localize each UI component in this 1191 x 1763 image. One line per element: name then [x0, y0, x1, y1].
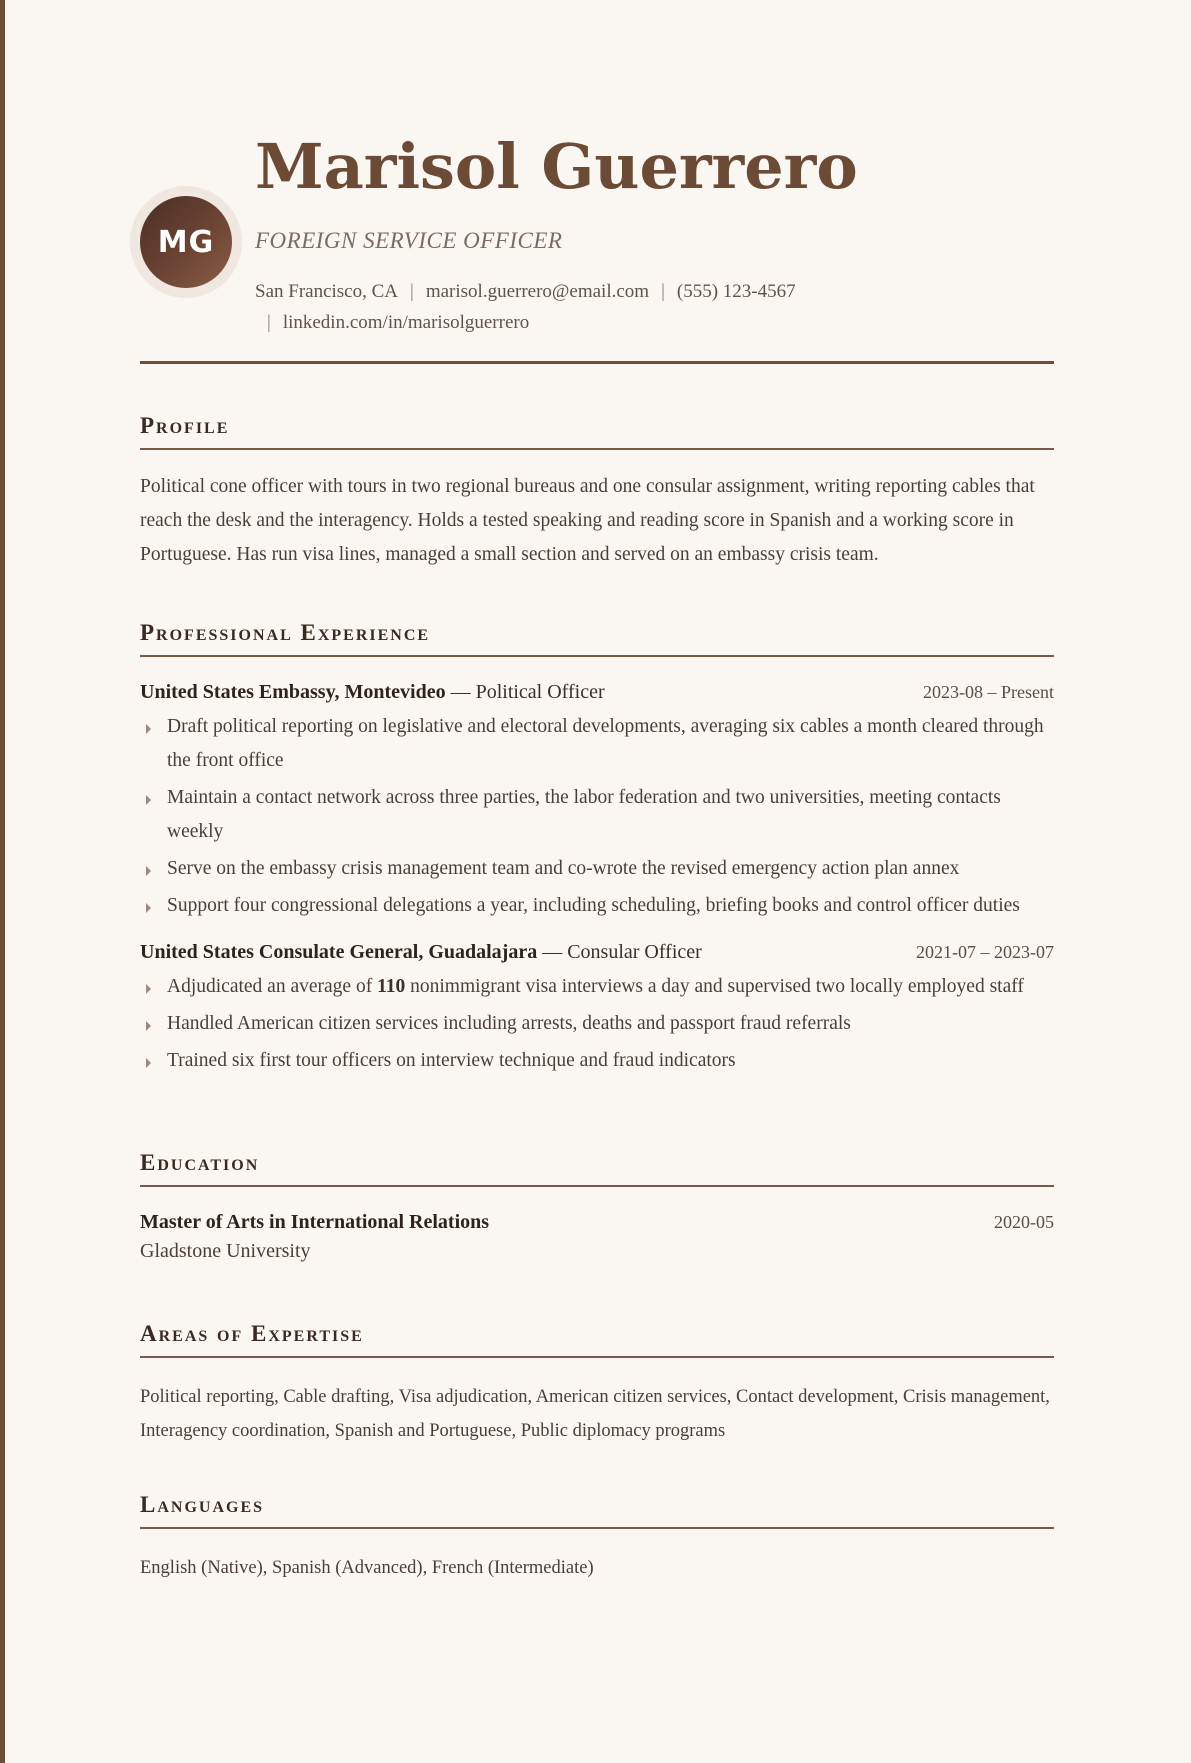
profile-section	[140, 414, 1054, 572]
resume-header	[140, 0, 1054, 364]
bullet-text-before: Adjudicated an average of	[167, 976, 378, 997]
section-heading-education: Education	[140, 1151, 1054, 1187]
job-dates: 2023-08 – Present	[923, 682, 1054, 702]
bullet-triangle-icon	[146, 1021, 151, 1031]
contact-location: San Francisco, CA	[255, 281, 399, 302]
job-header	[140, 941, 1054, 964]
job-entry	[140, 941, 1054, 1078]
job-role: Consular Officer	[567, 941, 702, 963]
bullet-text: Serve on the embassy crisis management team and co-wrote the revised emergency action plan annex	[167, 858, 960, 879]
contact-linkedin[interactable]: linkedin.com/in/marisolguerrero	[282, 312, 530, 333]
languages-text: English (Native), Spanish (Advanced), French (Intermediate)	[140, 1558, 594, 1578]
education-date: 2020-05	[994, 1212, 1054, 1232]
bullet-text: Draft political reporting on legislative and electoral developments, averaging six cables a month cleared through the front office	[167, 716, 1044, 771]
contact-separator: |	[267, 312, 271, 333]
section-heading-profile: Profile	[140, 414, 1054, 450]
languages-section	[140, 1493, 1054, 1585]
education-section	[140, 1151, 1054, 1263]
job-organization: United States Embassy, Montevideo	[140, 681, 446, 703]
job-bullet	[140, 852, 1054, 886]
job-entry	[140, 681, 1054, 923]
bullet-triangle-icon	[146, 724, 151, 734]
bullet-triangle-icon	[146, 866, 151, 876]
contact-email[interactable]: marisol.guerrero@email.com	[425, 281, 650, 302]
resume-page	[140, 0, 1054, 1578]
experience-section	[140, 621, 1054, 1081]
bullet-triangle-icon	[146, 795, 151, 805]
profile-text: Political cone officer with tours in two regional bureaus and one consular assignment, writing reporting cables that reach the desk and the interagency. Holds a tested speaking and reading score in Spanish and a working score in Portuguese. Has run visa lines, managed a small section and served on an embassy crisis team.	[140, 476, 1035, 565]
education-header	[140, 1211, 1054, 1234]
job-role: Political Officer	[475, 681, 605, 703]
job-title: FOREIGN SERVICE OFFICER	[255, 228, 563, 253]
job-organization: United States Consulate General, Guadalajara	[140, 941, 538, 963]
bullet-text: Trained six first tour officers on interview technique and fraud indicators	[167, 1050, 736, 1071]
contact-info	[255, 276, 895, 338]
bullet-triangle-icon	[146, 1058, 151, 1068]
bullet-triangle-icon	[146, 903, 151, 913]
avatar-ring	[130, 186, 242, 298]
contact-phone: (555) 123-4567	[676, 281, 796, 302]
bullet-text-after: nonimmigrant visa interviews a day and supervised two locally employed staff	[405, 976, 1024, 997]
section-heading-expertise: Areas of Expertise	[140, 1322, 1054, 1358]
job-bullet	[140, 781, 1054, 849]
job-dash: —	[537, 941, 568, 963]
candidate-name: Marisol Guerrero	[255, 130, 858, 203]
job-title-line	[140, 941, 702, 964]
bullet-highlight-number: 110	[377, 976, 406, 997]
education-school: Gladstone University	[140, 1240, 311, 1262]
job-dash: —	[445, 681, 476, 703]
bullet-triangle-icon	[146, 984, 151, 994]
contact-separator: |	[661, 281, 665, 302]
avatar: MG	[140, 196, 232, 288]
job-title-line	[140, 681, 605, 704]
left-accent-bar	[0, 0, 5, 1763]
job-bullet	[140, 1007, 1054, 1041]
job-bullet	[140, 970, 1054, 1004]
job-bullets	[140, 970, 1054, 1078]
header-divider	[140, 361, 1054, 364]
job-dates: 2021-07 – 2023-07	[916, 942, 1054, 962]
job-bullet	[140, 1044, 1054, 1078]
bullet-text: Maintain a contact network across three parties, the labor federation and two universities, meeting contacts weekly	[167, 787, 1001, 842]
section-heading-languages: Languages	[140, 1493, 1054, 1529]
bullet-text: Support four congressional delegations a year, including scheduling, briefing books and control officer duties	[167, 895, 1020, 916]
job-bullet	[140, 889, 1054, 923]
contact-separator: |	[410, 281, 414, 302]
expertise-text: Political reporting, Cable drafting, Visa adjudication, American citizen services, Contact development, Crisis management, Interagency coordination, Spanish and Portuguese, Public diplomacy programs	[140, 1387, 1050, 1441]
job-header	[140, 681, 1054, 704]
bullet-text: Handled American citizen services including arrests, deaths and passport fraud referrals	[167, 1013, 851, 1034]
expertise-section	[140, 1322, 1054, 1448]
job-bullets	[140, 710, 1054, 923]
education-degree: Master of Arts in International Relations	[140, 1211, 490, 1233]
job-bullet	[140, 710, 1054, 778]
section-heading-experience: Professional Experience	[140, 621, 1054, 657]
